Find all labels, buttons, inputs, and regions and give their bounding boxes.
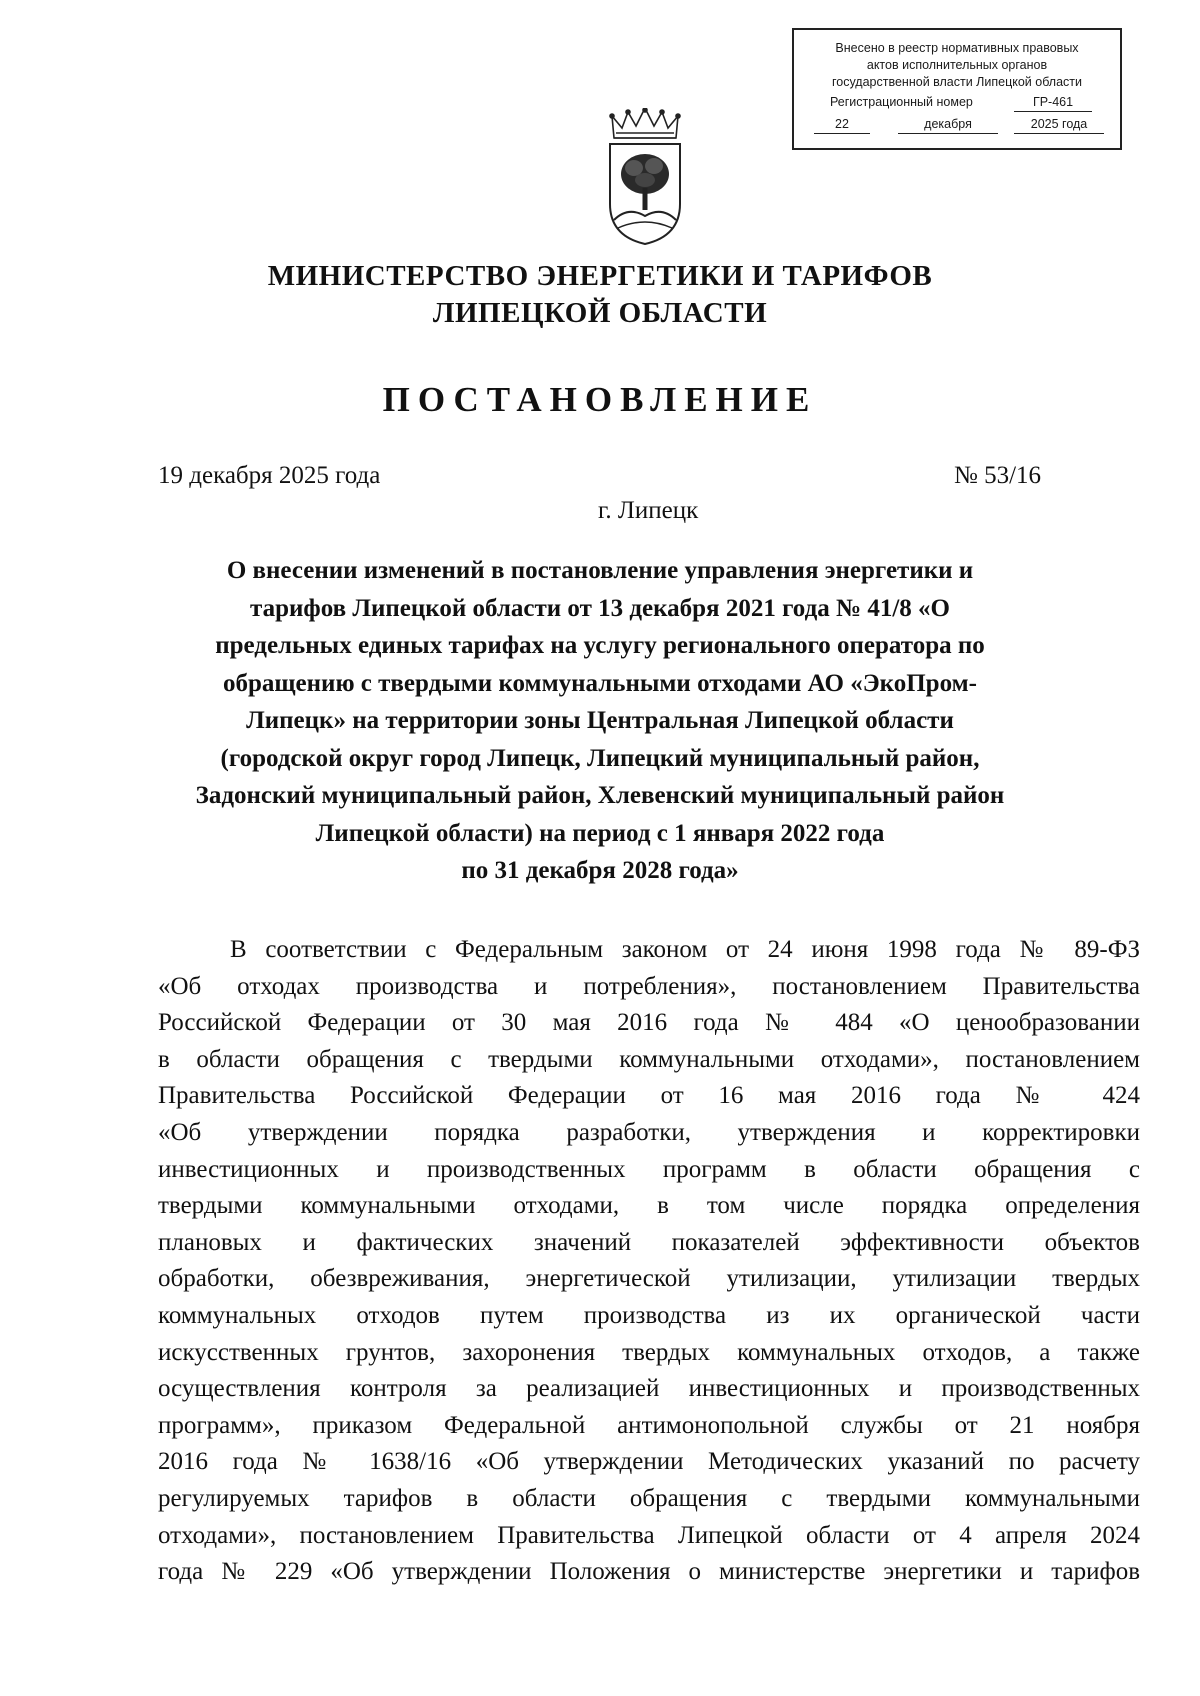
title-line: предельных единых тарифах на услугу регионального оператора по <box>215 632 985 659</box>
document-number: № 53/16 <box>954 462 1042 489</box>
registry-stamp <box>792 28 1122 150</box>
body-line: регулируемых тарифов в области обращения с твердыми коммунальными <box>158 1484 1140 1512</box>
stamp-text <box>794 40 1120 91</box>
ministry-title-line1: МИНИСТЕРСТВО ЭНЕРГЕТИКИ И ТАРИФОВ <box>267 260 933 292</box>
body-line: Правительства Российской Федерации от 16 мая 2016 года № 424 <box>158 1082 1140 1110</box>
title-line: (городской округ город Липецк, Липецкий муниципальный район, <box>220 744 980 772</box>
body-line: обработки, обезвреживания, энергетической утилизации, утилизации твердых <box>158 1265 1140 1293</box>
body-line: плановых и фактических значений показателей эффективности объектов <box>158 1228 1140 1256</box>
document-type-heading: ПОСТАНОВЛЕНИЕ <box>382 380 818 419</box>
title-line: обращению с твердыми коммунальными отходами АО «ЭкоПром- <box>223 669 977 697</box>
body-line: «Об отходах производства и потребления», постановлением Правительства <box>158 972 1140 1000</box>
body-line: коммунальных отходов путем производства из их органической части <box>158 1301 1140 1329</box>
stamp-reg-number: ГР-461 <box>1014 94 1092 112</box>
body-line: инвестиционных и производственных программ в области обращения с <box>158 1155 1140 1183</box>
body-line: года № 229 «Об утверждении Положения о министерстве энергетики и тарифов <box>158 1558 1140 1586</box>
body-line: в области обращения с твердыми коммунальными отходами», постановлением <box>158 1045 1140 1073</box>
title-line: Липецкой области) на период с 1 января 2022 года <box>315 819 885 847</box>
stamp-line: Внесено в реестр нормативных правовых <box>835 41 1079 55</box>
document-city: г. Липецк <box>598 497 699 524</box>
stamp-line: государственной власти Липецкой области <box>831 75 1083 89</box>
stamp-line: актов исполнительных органов <box>866 58 1048 72</box>
title-line: Задонский муниципальный район, Хлевенский муниципальный район <box>195 782 1005 809</box>
crown-icon <box>610 108 680 138</box>
body-line: В соответствии с Федеральным законом от 24 июня 1998 года № 89-ФЗ <box>230 936 1140 963</box>
body-line: искусственных грунтов, захоронения твердых коммунальных отходов, а также <box>158 1338 1140 1366</box>
body-line: Российской Федерации от 30 мая 2016 года № 484 «О ценообразовании <box>158 1009 1140 1037</box>
ministry-title-line2: ЛИПЕЦКОЙ ОБЛАСТИ <box>432 297 768 329</box>
document-body-paragraph <box>158 932 1140 1591</box>
body-line: 2016 года № 1638/16 «Об утверждении Методических указаний по расчету <box>158 1448 1140 1476</box>
stamp-year: 2025 года <box>1014 116 1104 134</box>
body-line: твердыми коммунальными отходами, в том числе порядка определения <box>158 1192 1140 1220</box>
stamp-day: 22 <box>814 116 870 134</box>
coat-of-arms-emblem <box>604 108 686 248</box>
document-date: 19 декабря 2025 года <box>158 462 381 489</box>
document-title <box>160 552 1040 890</box>
title-line: О внесении изменений в постановление управления энергетики и <box>226 557 974 584</box>
body-line: «Об утверждении порядка разработки, утверждения и корректировки <box>158 1118 1140 1146</box>
title-line: Липецк» на территории зоны Центральная Липецкой области <box>246 707 954 734</box>
stamp-month: декабря <box>898 116 998 134</box>
title-line: тарифов Липецкой области от 13 декабря 2021 года № 41/8 «О <box>250 594 950 622</box>
stamp-reg-label: Регистрационный номер <box>830 95 973 109</box>
body-line: отходами», постановлением Правительства Липецкой области от 4 апреля 2024 <box>158 1521 1140 1549</box>
body-line: осуществления контроля за реализацией инвестиционных и производственных <box>158 1375 1140 1403</box>
body-line: программ», приказом Федеральной антимонопольной службы от 21 ноября <box>158 1411 1140 1439</box>
tree-icon <box>621 154 669 210</box>
title-line: по 31 декабря 2028 года» <box>461 857 739 884</box>
